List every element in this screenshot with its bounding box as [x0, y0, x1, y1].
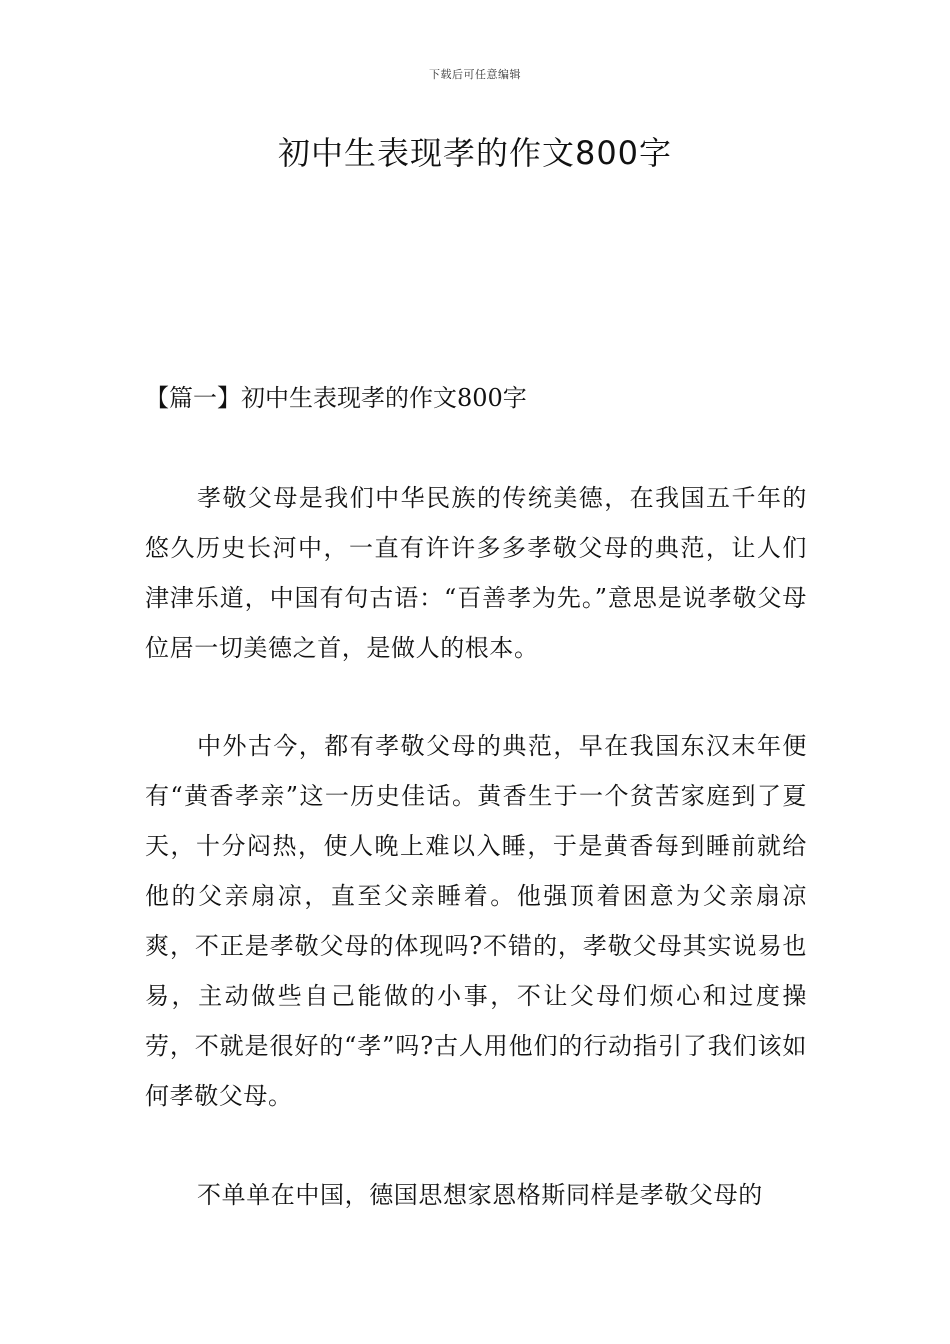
paragraph: 孝敬父母是我们中华民族的传统美德，在我国五千年的悠久历史长河中，一直有许许多多孝敬父母的典范，让人们津津乐道，中国有句古语：“百善孝为先。”意思是说孝敬父母位居一切美德之首，是做人的根本。: [145, 484, 807, 662]
section-heading: 【篇一】初中生表现孝的作文800字: [145, 384, 527, 412]
header-note: 下载后可任意编辑: [429, 68, 521, 81]
paragraph: 中外古今，都有孝敬父母的典范，早在我国东汉末年便有“黄香孝亲”这一历史佳话。黄香生于一个贫苦家庭到了夏天，十分闷热，使人晚上难以入睡，于是黄香每到睡前就给他的父亲扇凉，直至父亲睡着。他强顶着困意为父亲扇凉爽，不正是孝敬父母的体现吗?不错的，孝敬父母其实说易也易，主动做些自己能做的小事，不让父母们烦心和过度操劳，不就是很好的“孝”吗?古人用他们的行动指引了我们该如何孝敬父母。: [145, 732, 807, 1110]
document-title: 初中生表现孝的作文800字: [277, 134, 673, 172]
paragraph: 不单单在中国，德国思想家恩格斯同样是孝敬父母的: [197, 1181, 763, 1209]
